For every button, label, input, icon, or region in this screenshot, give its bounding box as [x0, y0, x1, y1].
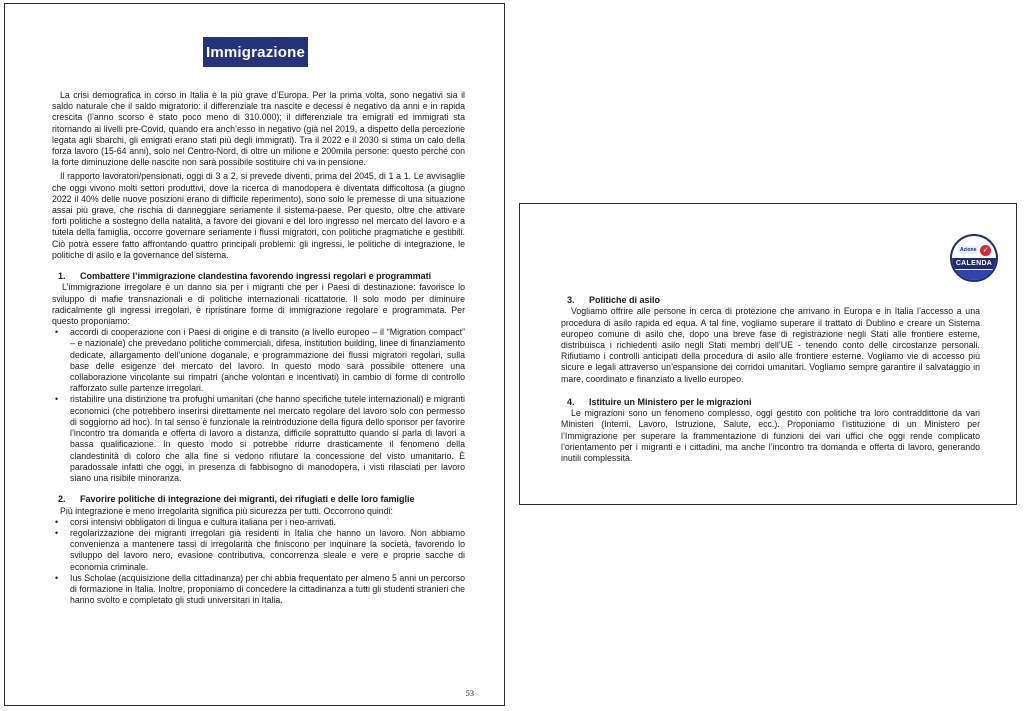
section-1-heading	[52, 271, 465, 282]
section-3-heading	[561, 295, 980, 306]
section-1-number: 1.	[58, 271, 66, 282]
section-2-number: 2.	[58, 494, 66, 505]
page-body-left	[52, 90, 465, 606]
section-4-number: 4.	[567, 396, 575, 407]
section-2-title: Favorire politiche di integrazione dei migranti, dei rifugiati e delle loro famiglie	[80, 494, 415, 505]
check-heart-icon: ✓	[980, 245, 991, 256]
list-item: • ristabilire una distinzione tra profughi umanitari (che hanno specifiche tutele internazionali) e migranti economici (che potrebbero inserirsi direttamente nel mercato regolare del lavoro solo con permesso di soggiorno ad hoc). In tal senso è funzionale la reintroduzione della figura dello sponsor per favorire l’incontro tra domanda e offerta di lavoro a distanza, difficile soprattutto quando si parla di lavori a bassa qualificazione. In questo modo si potrebbe ridurre drasticamente il fenomeno della clandestinità di coloro che alla fine si vedono rifiutare la concessione del visto umanitario. È paradossale infatti che oggi, in presenza di fabbisogno di manodopera, i visti rilasciati per lavoro siano una risibile minoranza.	[52, 394, 465, 484]
document-page-right	[519, 203, 1017, 505]
document-page-left	[4, 3, 505, 706]
list-item: • Ius Scholae (acquisizione della cittadinanza) per chi abbia frequentato per almeno 5 anni un percorso di formazione in Italia. Inoltre, proponiamo di concedere la cittadinanza a tutti gli studenti stranieri che hanno svolto e completato gli studi universitari in Italia.	[52, 573, 465, 607]
list-item: • corsi intensivi obbligatori di lingua e cultura italiana per i neo-arrivati.	[52, 517, 465, 528]
party-logo	[950, 234, 998, 282]
page-body-right	[561, 295, 980, 464]
section-title: Immigrazione	[203, 37, 308, 67]
logo-calenda-text: CALENDA	[952, 258, 996, 269]
section-2-text: Più integrazione e meno irregolarità significa più sicurezza per tutti. Occorrono quindi:	[60, 505, 393, 516]
section-2-list	[52, 517, 465, 607]
list-item: • regolarizzazione dei migranti irregolari già residenti in Italia che hanno un lavoro. Non abbiamo convenienza a mantenere tassi di irregolarità che finiscono per inquinare la società, favorendo lo sviluppo del lavoro nero, evasione contributiva, concorrenza sleale e vere e proprie sacche di economia criminale.	[52, 528, 465, 573]
section-3-title: Politiche di asilo	[589, 295, 661, 305]
section-1-list	[52, 327, 465, 484]
section-3-text: Vogliamo offrire alle persone in cerca di protezione che arrivano in Europa e in Italia l’accesso a una procedura di asilo rapida ed equa. A tal fine, vogliamo superare il trattato di Dublino e creare un Sistema europeo comune di asilo che, dopo una breve fase di registrazione negli Stati alle frontiere esterne, distribuisca i richiedenti asilo negli Stati membri dell’UE - tenendo conto delle circostanze personali. Rifiutiamo i controlli anticipati della procedura di asilo alle frontiere esterne. Vogliamo vie di accesso più sicure e legali attraverso un’espansione dei corridoi umanitari. Vogliamo sempre garantire il salvataggio in mare, coordinato e finanziato a livello europeo.	[561, 306, 980, 384]
intro-paragraph-2: Il rapporto lavoratori/pensionati, oggi di 3 a 2, si prevede diventi, prima del 2045, di 1 a 1. Le avvisaglie che oggi vivono molti settori produttivi, dove la ricerca di manodopera è diventata difficoltosa (a giugno 2022 il 40% delle nuove posizioni erano di difficile reperimento), sono solo le premesse di una situazione assai più grave, che rischia di danneggiare seriamente il sistema-paese. Per questo, oltre che attivare forti politiche a sostegno della natalità, a favore dei giovani e del loro ingresso nel mercato del lavoro e a tutela della famiglia, occorre governare seriamente i flussi migratori, con politiche pragmatiche e gestibili. Ciò potrà essere fatto affrontando quattro principali problemi: gli ingressi, le politiche di integrazione, le politiche di asilo e la governance del sistema.	[52, 171, 465, 260]
section-4-title: Istituire un Ministero per le migrazioni	[589, 396, 752, 407]
section-1-title: Combattere l’immigrazione clandestina favorendo ingressi regolari e programmati	[80, 271, 432, 282]
intro-paragraph-1: La crisi demografica in corso in Italia è la più grave d’Europa. Per la prima volta, sono negativi sia il saldo naturale che il saldo migratorio: il differenziale tra nascite e decessi è negativo da anni e in rapida crescita (l’anno scorso è stato poco meno di 310.000); il differenziale tra emigrati ed immigrati sta ritornando ai livelli pre-Covid, quando era anch’esso in negativo (già nel 2019, a dispetto della percezione legata agli sbarchi, gli emigrati erano stati più degli immigrati). Tra il 2022 e il 2030 si stima un calo della forza lavoro (15-64 anni), solo nel Centro-Nord, di oltre un milione e 200mila persone: questo perché con la forte diminuzione delle nascite non sarà possibile sostituire chi va in pensione.	[52, 90, 465, 168]
page-number: 53	[465, 688, 474, 698]
logo-azione-text: Azione	[960, 247, 977, 253]
section-4-heading	[561, 397, 980, 408]
section-2-heading	[52, 494, 465, 505]
section-3-number: 3.	[567, 295, 575, 305]
section-1-text: L’immigrazione irregolare è un danno sia per i migranti che per i Paesi di destinazione: favorisce lo sviluppo di mafie transnazionali e di politiche internazionali ricattatorie. Il solo modo per diminuire radicalmente gli ingressi irregolari, è ripristinare forme di immigrazione regolare e programmata. Per questo proponiamo:	[52, 282, 465, 327]
section-4-text: Le migrazioni sono un fenomeno complesso, oggi gestito con politiche tra loro contraddittorie da vari Ministeri (Interni, Lavoro, Istruzione, Salute, ecc.). Proponiamo l’istituzione di un Ministero per l’Immigrazione per superare la frammentazione di funzioni dei vari uffici che oggi rende complicato l’orientamento per i migranti e i cittadini, ma anche l’incontro tra domanda e offerta di lavoro, generando inutili complessità.	[561, 408, 980, 464]
list-item: • accordi di cooperazione con i Paesi di origine e di transito (a livello europeo – il “Migration compact” – e nazionale) che prevedano politiche commerciali, difesa, institution building, linee di finanziamento dedicate, allargamento dell’unione doganale, e programmazione dei flussi migratori regolari, sulla base delle esigenze del mercato del lavoro. In questo modo sarà possibile ottenere una collaborazione vincolante sui rimpatri (anche volontari e incentivati) in cambio di forme di controllo rafforzato sulle partenze irregolari.	[52, 327, 465, 394]
